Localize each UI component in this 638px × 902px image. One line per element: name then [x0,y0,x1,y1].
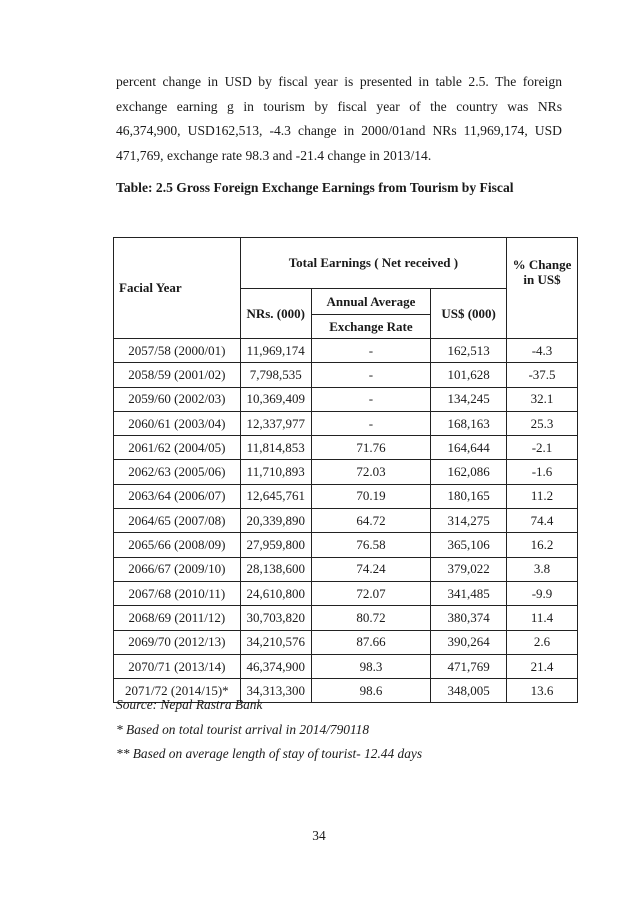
table-row [114,581,578,605]
cell-year: 2057/58 (2000/01) [114,339,241,363]
header-facial-year: Facial Year [114,238,241,339]
cell-usd: 365,106 [431,533,507,557]
cell-rate: - [311,363,431,387]
cell-nrs: 28,138,600 [240,557,311,581]
cell-rate: 64.72 [311,509,431,533]
cell-rate: 80.72 [311,606,431,630]
cell-year: 2068/69 (2011/12) [114,606,241,630]
table-row [114,339,578,363]
header-percent-change [507,238,578,339]
cell-usd: 162,086 [431,460,507,484]
cell-change: 25.3 [507,411,578,435]
cell-year: 2064/65 (2007/08) [114,509,241,533]
cell-change: -4.3 [507,339,578,363]
cell-change: -2.1 [507,436,578,460]
cell-usd: 101,628 [431,363,507,387]
footnote-length-of-stay: ** Based on average length of stay of tourist- 12.44 days [116,746,423,761]
header-change-line1: % Change [512,257,572,272]
cell-usd: 162,513 [431,339,507,363]
header-exchange-rate: Exchange Rate [311,315,431,339]
header-change-line2: in US$ [523,272,561,287]
cell-rate: - [311,411,431,435]
cell-year: 2065/66 (2008/09) [114,533,241,557]
cell-rate: 98.6 [311,679,431,703]
cell-change: 3.8 [507,557,578,581]
table-row [114,533,578,557]
cell-year: 2060/61 (2003/04) [114,411,241,435]
table-row [114,363,578,387]
cell-usd: 471,769 [431,654,507,678]
cell-year: 2071/72 (2014/15)* [114,679,241,703]
cell-rate: - [311,339,431,363]
cell-year: 2067/68 (2010/11) [114,581,241,605]
cell-nrs: 11,969,174 [240,339,311,363]
paragraph-line: exchange earning g in tourism by fiscal year of the country was NRs [116,98,562,114]
table-row [114,436,578,460]
header-annual-average: Annual Average [311,289,431,315]
cell-change: 11.4 [507,606,578,630]
cell-change: 16.2 [507,533,578,557]
header-total-earnings: Total Earnings ( Net received ) [240,238,506,289]
page-number: 34 [312,828,326,843]
footnote-arrivals: * Based on total tourist arrival in 2014/790118 [116,721,370,737]
cell-nrs: 30,703,820 [240,606,311,630]
header-usd: US$ (000) [431,289,507,339]
cell-rate: 71.76 [311,436,431,460]
table-row [114,630,578,654]
cell-rate: 74.24 [311,557,431,581]
table-caption: Table: 2.5 Gross Foreign Exchange Earnings from Tourism by Fiscal [116,180,514,195]
table-row [114,460,578,484]
cell-year: 2061/62 (2004/05) [114,436,241,460]
cell-nrs: 20,339,890 [240,509,311,533]
cell-nrs: 34,313,300 [240,679,311,703]
table-row [114,509,578,533]
cell-usd: 314,275 [431,509,507,533]
cell-change: -1.6 [507,460,578,484]
cell-nrs: 10,369,409 [240,387,311,411]
cell-year: 2062/63 (2005/06) [114,460,241,484]
cell-nrs: 46,374,900 [240,654,311,678]
cell-change: 74.4 [507,509,578,533]
source-note: Source: Nepal Rastra Bank [116,697,263,712]
table-row [114,411,578,435]
cell-usd: 164,644 [431,436,507,460]
cell-nrs: 11,710,893 [240,460,311,484]
cell-usd: 168,163 [431,411,507,435]
cell-year: 2066/67 (2009/10) [114,557,241,581]
cell-usd: 341,485 [431,581,507,605]
cell-nrs: 27,959,800 [240,533,311,557]
cell-year: 2063/64 (2006/07) [114,484,241,508]
earnings-table [113,237,578,703]
cell-nrs: 7,798,535 [240,363,311,387]
cell-nrs: 24,610,800 [240,581,311,605]
cell-rate: 72.03 [311,460,431,484]
cell-usd: 180,165 [431,484,507,508]
table-row [114,484,578,508]
header-nrs: NRs. (000) [240,289,311,339]
cell-year: 2069/70 (2012/13) [114,630,241,654]
cell-rate: 98.3 [311,654,431,678]
cell-rate: - [311,387,431,411]
cell-nrs: 12,645,761 [240,484,311,508]
cell-change: 11.2 [507,484,578,508]
paragraph-line: percent change in USD by fiscal year is presented in table 2.5. The foreign [116,74,562,89]
cell-usd: 380,374 [431,606,507,630]
cell-change: -37.5 [507,363,578,387]
paragraph-line: 471,769, exchange rate 98.3 and -21.4 change in 2013/14. [116,147,432,163]
table-notes [116,693,422,767]
cell-nrs: 12,337,977 [240,411,311,435]
cell-change: 2.6 [507,630,578,654]
body-paragraph [116,70,562,168]
cell-rate: 76.58 [311,533,431,557]
cell-usd: 348,005 [431,679,507,703]
table-row [114,387,578,411]
cell-year: 2058/59 (2001/02) [114,363,241,387]
table-row [114,557,578,581]
cell-rate: 72.07 [311,581,431,605]
cell-change: -9.9 [507,581,578,605]
cell-change: 13.6 [507,679,578,703]
cell-usd: 379,022 [431,557,507,581]
cell-usd: 390,264 [431,630,507,654]
cell-nrs: 11,814,853 [240,436,311,460]
cell-year: 2059/60 (2002/03) [114,387,241,411]
cell-year: 2070/71 (2013/14) [114,654,241,678]
cell-change: 21.4 [507,654,578,678]
cell-usd: 134,245 [431,387,507,411]
paragraph-line: 46,374,900, USD162,513, -4.3 change in 2000/01and NRs 11,969,174, USD [116,123,562,138]
table-row [114,654,578,678]
cell-rate: 70.19 [311,484,431,508]
cell-change: 32.1 [507,387,578,411]
table-row [114,606,578,630]
cell-nrs: 34,210,576 [240,630,311,654]
cell-rate: 87.66 [311,630,431,654]
